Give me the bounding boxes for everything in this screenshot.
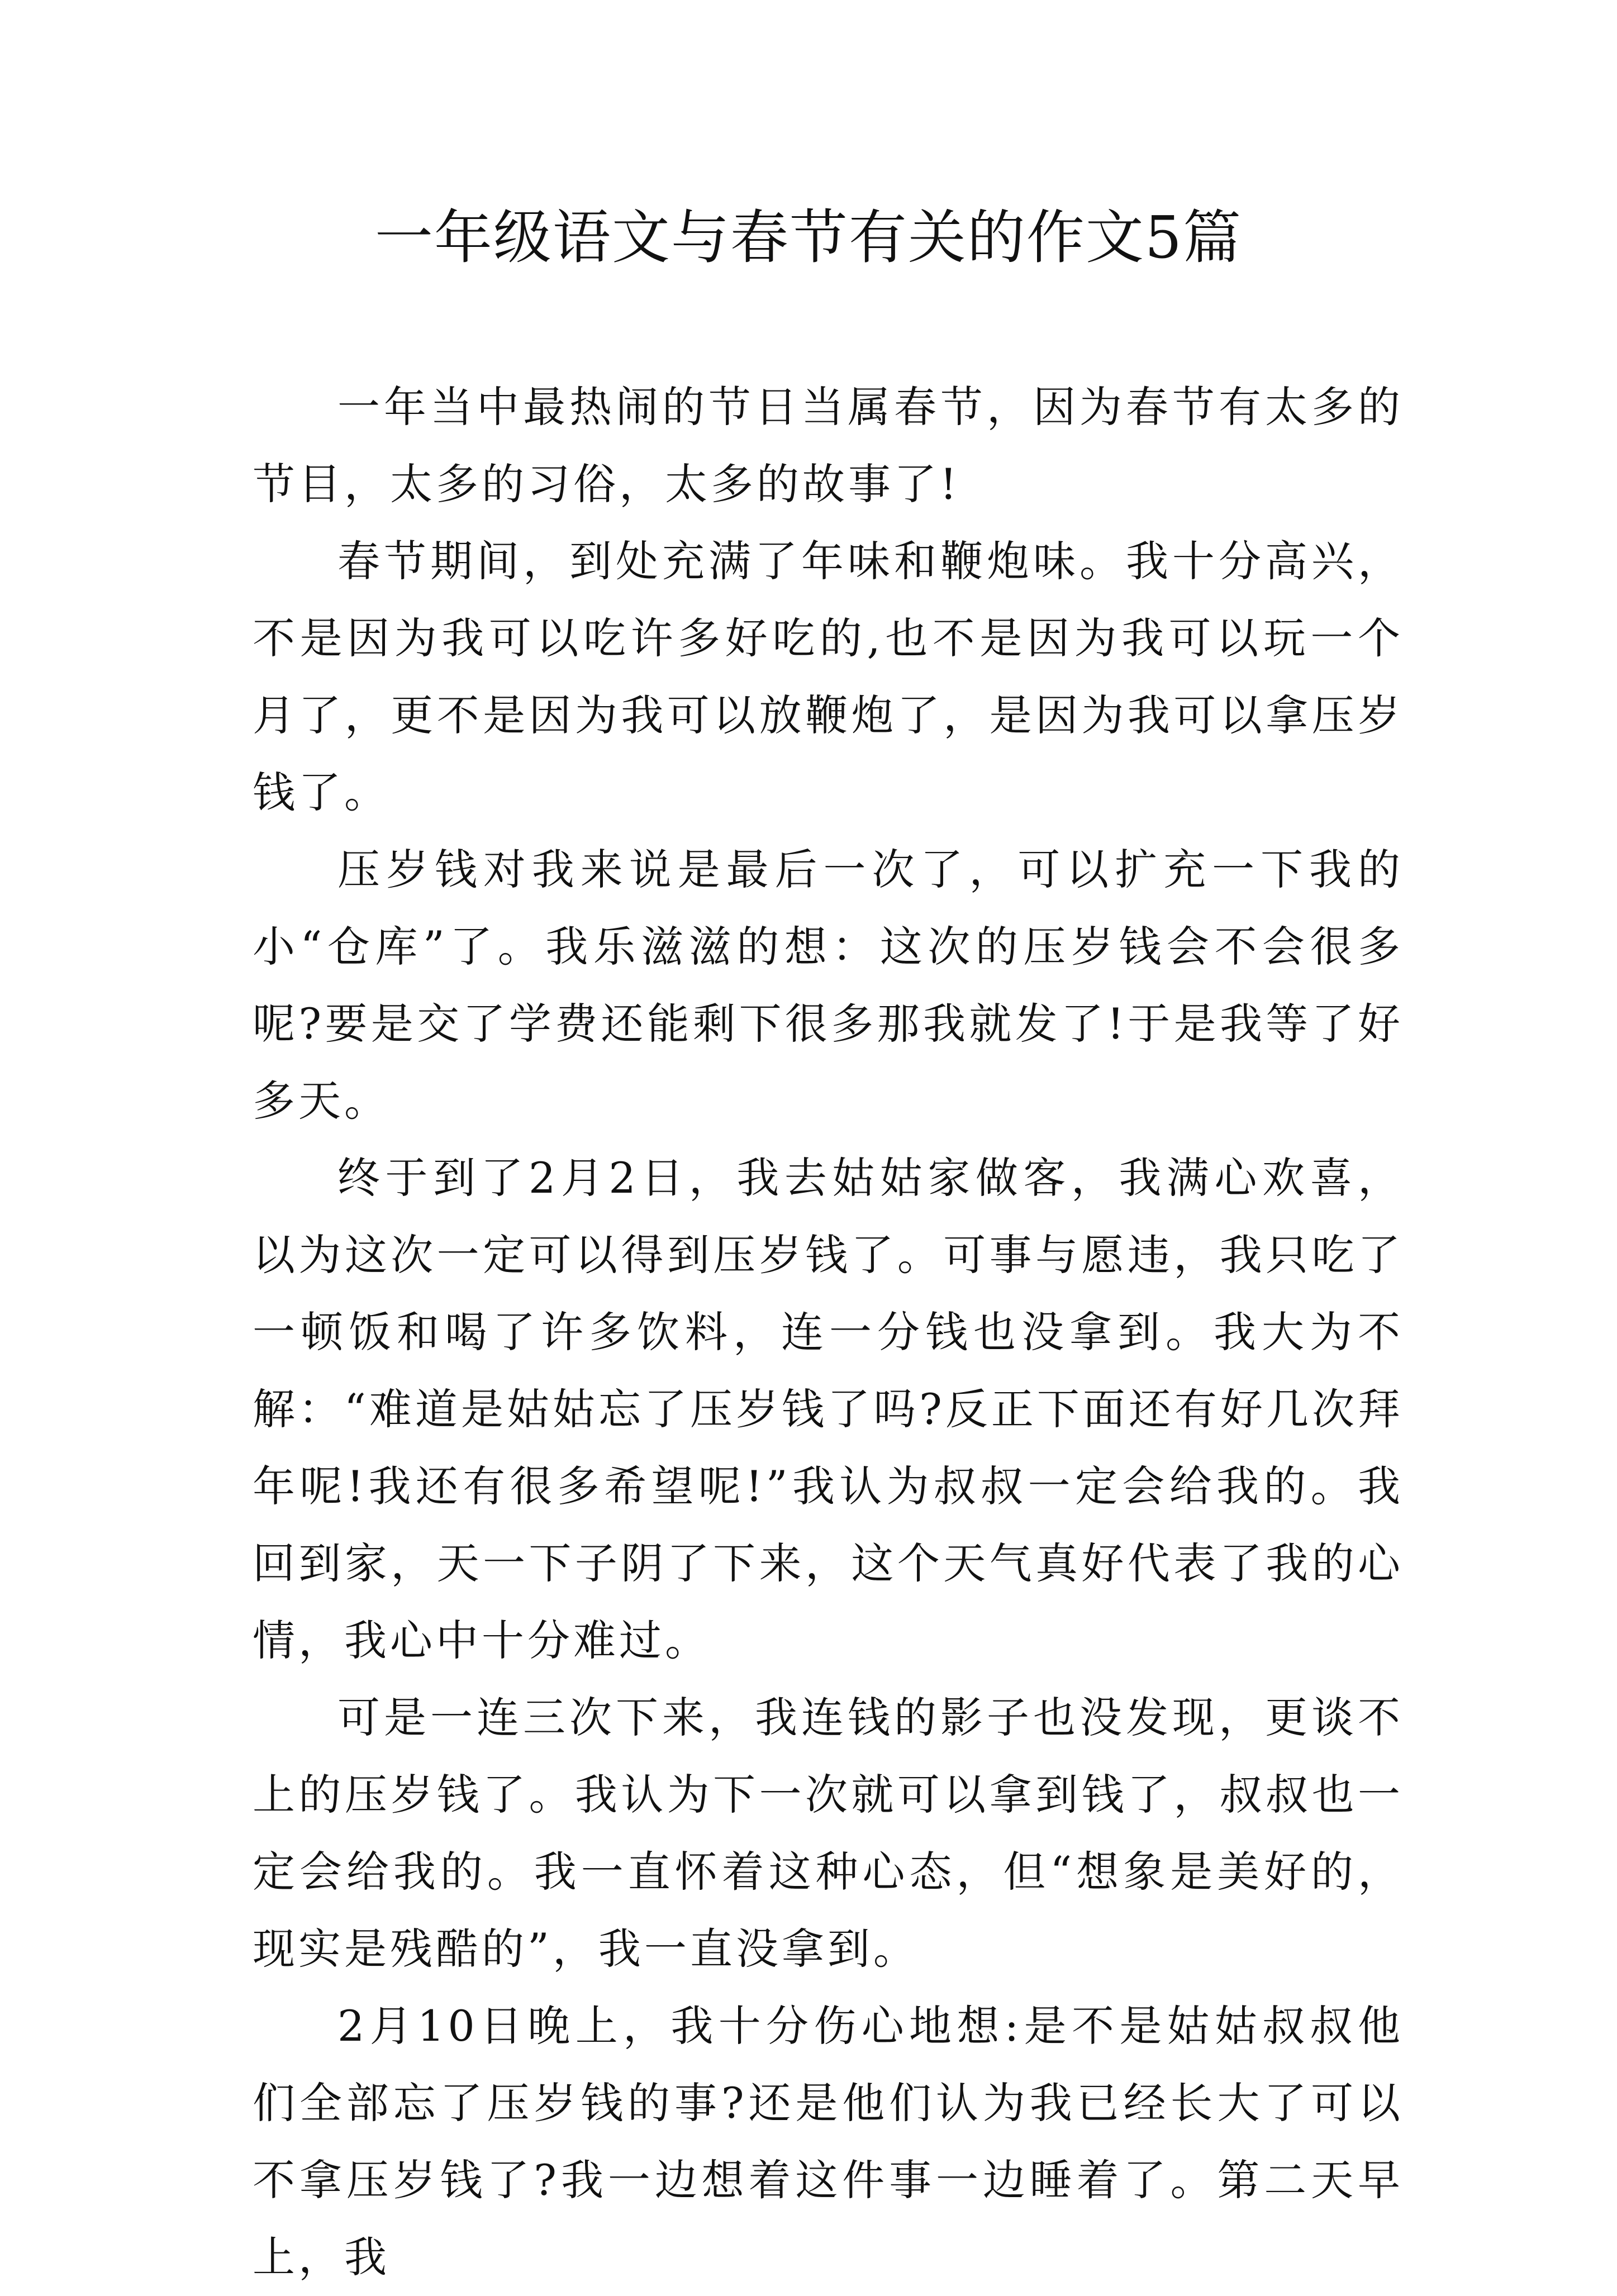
document-title: 一年级语文与春节有关的作文5篇 [374,203,1243,271]
paragraph: 可是一连三次下来，我连钱的影子也没发现，更谈不上的压岁钱了。我认为下一次就可以拿到钱了，叔叔也一定会给我的。我一直怀着这种心态，但“想象是美好的，现实是残酷的”，我一直没拿到。 [253,1693,1404,1974]
document-body [253,369,1404,2296]
paragraph: 一年当中最热闹的节日当属春节，因为春节有太多的节目，太多的习俗，太多的故事了! [253,382,1404,509]
paragraph: 2月10日晚上，我十分伤心地想:是不是姑姑叔叔他们全部忘了压岁钱的事?还是他们认为我已经长大了可以不拿压岁钱了?我一边想着这件事一边睡着了。第二天早上，我 [253,2001,1404,2282]
paragraph: 终于到了2月2日，我去姑姑家做客，我满心欢喜，以为这次一定可以得到压岁钱了。可事与愿违，我只吃了一顿饭和喝了许多饮料，连一分钱也没拿到。我大为不解：“难道是姑姑忘了压岁钱了吗?反正下面还有好几次拜年呢!我还有很多希望呢!”我认为叔叔一定会给我的。我回到家，天一下子阴了下来，这个天气真好代表了我的心情，我心中十分难过。 [253,1153,1404,1665]
paragraph: 压岁钱对我来说是最后一次了，可以扩充一下我的小“仓库”了。我乐滋滋的想：这次的压岁钱会不会很多呢?要是交了学费还能剩下很多那我就发了!于是我等了好多天。 [253,845,1404,1126]
paragraph: 春节期间，到处充满了年味和鞭炮味。我十分高兴，不是因为我可以吃许多好吃的,也不是因为我可以玩一个月了，更不是因为我可以放鞭炮了，是因为我可以拿压岁钱了。 [253,536,1404,817]
